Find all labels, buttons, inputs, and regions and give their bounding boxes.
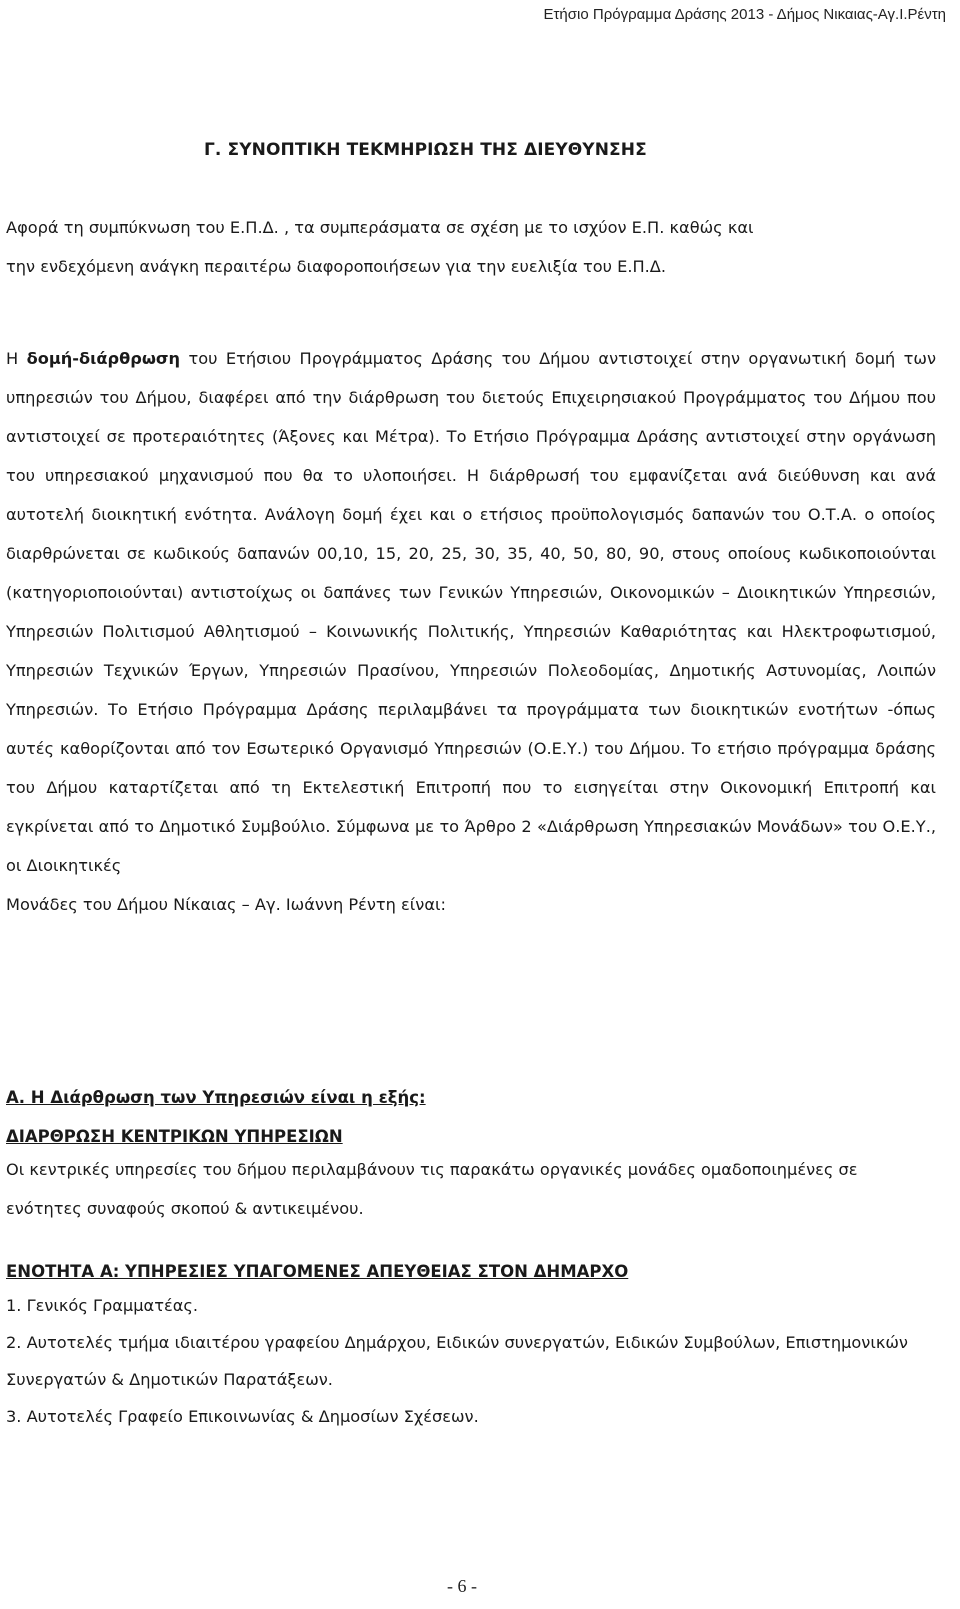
paragraph-structure-lead: Η bbox=[6, 349, 27, 368]
central-services-heading: ΔΙΑΡΘΡΩΣΗ ΚΕΝΤΡΙΚΩΝ ΥΠΗΡΕΣΙΩΝ bbox=[6, 1127, 343, 1146]
paragraph-structure-body: του Ετήσιου Προγράμματος Δράσης του Δήμου αντιστοιχεί στην οργανωτική δομή των υπηρεσιών του Δήμου, διαφέρει από την διάρθρωση του διετούς Επιχειρησιακού Προγράμματος του Δήμου που αντιστοιχεί σε προτεραιότητες (Άξονες και Μέτρα). Το Ετήσιο Πρόγραμμα Δράσης αντιστοιχεί στην οργάνωση του υπηρεσιακού μηχανισμού που θα το υλοποιήσει. Η διάρθρωσή του εμφανίζεται ανά διεύθυνση και ανά αυτοτελή διοικητική ενότητα. Ανάλογη δομή έχει και ο ετήσιος προϋπολογισμός δαπανών του Ο.Τ.Α. ο οποίος διαρθρώνεται σε κωδικούς δαπανών 00,10, 15, 20, 25, 30, 35, 40, 50, 80, 90, στους οποίους κωδικοποιούνται (κατηγοριοποιούνται) αντιστοίχως οι δαπάνες των Γενικών Υπηρεσιών, Οικονομικών – Διοικητικών Υπηρεσιών, Υπηρεσιών Πολιτισμού Αθλητισμού – Κοινωνικής Πολιτικής, Υπηρεσιών Καθαριότητας και Ηλεκτροφωτισμού, Υπηρεσιών Τεχνικών Έργων, Υπηρεσιών Πρασίνου, Υπηρεσιών Πολεοδομίας, Δημοτικής Αστυνομίας, Λοιπών Υπηρεσιών. Το Ετήσιο Πρόγραμμα Δράσης περιλαμβάνει τα προγράμματα των διοικητικών ενοτήτων -όπως αυτές καθορίζονται από τον Εσωτερικό Οργανισμό Υπηρεσιών (Ο.Ε.Υ.) του Δήμου. Το ετήσιο πρόγραμμα δράσης του Δήμου καταρτίζεται από τη Εκτελεστική Επιτροπή που το εισηγείται στην Οικονομική Επιτροπή και εγκρίνεται από το Δημοτικό Συμβούλιο. Σύμφωνα με το Άρθρο 2 «Διάρθρωση Υπηρεσιακών Μονάδων» του Ο.Ε.Υ., οι Διοικητικές bbox=[6, 349, 937, 875]
central-services-intro: Οι κεντρικές υπηρεσίες του δήμου περιλαμβάνουν τις παρακάτω οργανικές μονάδες ομαδοποιημένες σε ενότητες συναφούς σκοπού & αντικειμένου. bbox=[6, 1160, 858, 1218]
unit-a-list bbox=[6, 1287, 936, 1435]
section-title: Γ. ΣΥΝΟΠΤΙΚΗ ΤΕΚΜΗΡΙΩΣΗ ΤΗΣ ΔΙΕΥΘΥΝΣΗΣ bbox=[204, 140, 647, 160]
running-header: Ετήσιο Πρόγραμμα Δράσης 2013 - Δήμος Νικαιας-Αγ.Ι.Ρέντη bbox=[543, 6, 946, 23]
paragraph-intro-line-1: Αφορά τη συμπύκνωση του Ε.Π.Δ. , τα συμπεράσματα σε σχέση με το ισχύον Ε.Π. καθώς και bbox=[6, 218, 754, 237]
page-number: - 6 - bbox=[447, 1576, 477, 1596]
paragraph-structure bbox=[6, 339, 936, 924]
paragraph-intro-line-2: την ενδεχόμενη ανάγκη περαιτέρω διαφοροποιήσεων για την ευελιξία του Ε.Π.Δ. bbox=[6, 257, 667, 276]
list-item: 2. Αυτοτελές τμήμα ιδιαιτέρου γραφείου Δημάρχου, Ειδικών συνεργατών, Ειδικών Συμβούλων, Επιστημονικών Συνεργατών & Δημοτικών Παρατάξεων. bbox=[6, 1333, 908, 1389]
paragraph-intro bbox=[6, 208, 936, 286]
unit-a-heading: ΕΝΟΤΗΤΑ Α: ΥΠΗΡΕΣΙΕΣ ΥΠΑΓΟΜΕΝΕΣ ΑΠΕΥΘΕΙΑΣ ΣΤΟΝ ΔΗΜΑΡΧΟ bbox=[6, 1262, 629, 1281]
subsection-a-heading: Α. Η Διάρθρωση των Υπηρεσιών είναι η εξής: bbox=[6, 1088, 426, 1107]
paragraph-structure-last-line: Μονάδες του Δήμου Νίκαιας – Αγ. Ιωάννη Ρέντη είναι: bbox=[6, 895, 446, 914]
list-item: 1. Γενικός Γραμματέας. bbox=[6, 1296, 199, 1315]
bold-term: δομή-διάρθρωση bbox=[26, 349, 181, 368]
list-item: 3. Αυτοτελές Γραφείο Επικοινωνίας & Δημοσίων Σχέσεων. bbox=[6, 1407, 479, 1426]
